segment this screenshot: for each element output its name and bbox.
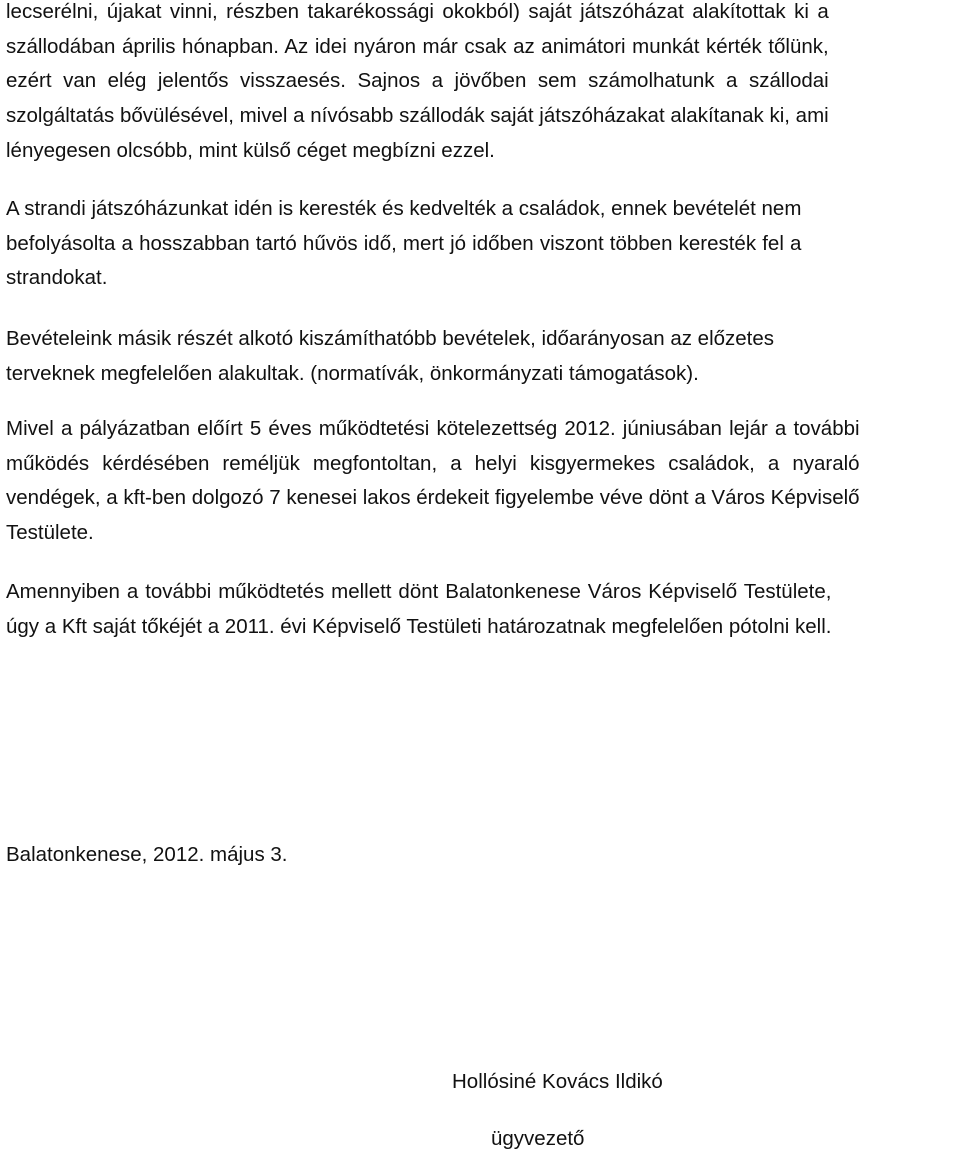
text-line: Testülete. — [6, 521, 94, 545]
text-line: ezért van elég jelentős visszaesés. Sajnos a jövőben sem számolhatunk a szállodai — [6, 69, 829, 93]
paragraph-hotel-playhouse — [6, 0, 829, 168]
text-line: Mivel a pályázatban előírt 5 éves működtetési kötelezettség 2012. júniusában lejár a további — [6, 417, 860, 440]
text-line: szállodában április hónapban. Az idei nyáron már csak az animátori munkát kérték tőlünk, — [6, 34, 829, 58]
text-line: úgy a Kft saját tőkéjét a 2011. évi Képviselő Testületi határozatnak megfelelően pótolni kell. — [6, 614, 832, 638]
paragraph-predictable-revenue — [6, 322, 774, 391]
paragraph-operating-obligation — [6, 412, 860, 551]
paragraph-capital-replenishment — [6, 575, 831, 644]
paragraph-beach-playhouse — [6, 192, 801, 296]
text-line: lecserélni, újakat vinni, részben takarékossági okokból) saját játszóházat alakítottak ki a — [6, 0, 829, 23]
text-line: lényegesen olcsóbb, mint külső céget megbízni ezzel. — [6, 138, 495, 162]
signatory-title: ügyvezető — [491, 1127, 585, 1150]
text-line: működés kérdésében reméljük megfontoltan, a helyi kisgyermekes családok, a nyaraló — [6, 451, 860, 475]
place-and-date: Balatonkenese, 2012. május 3. — [6, 843, 288, 866]
text-line: vendégek, a kft-ben dolgozó 7 kenesei lakos érdekeit figyelembe véve dönt a Város Képviselő — [6, 486, 860, 510]
text-line: Bevételeink másik részét alkotó kiszámíthatóbb bevételek, időarányosan az előzetes — [6, 327, 775, 350]
text-line: Amennyiben a további működtetés mellett dönt Balatonkenese Város Képviselő Testülete, — [6, 580, 832, 603]
text-line: A strandi játszóházunkat idén is keresték és kedvelték a családok, ennek bevételét nem — [6, 197, 802, 220]
signatory-name: Hollósiné Kovács Ildikó — [452, 1070, 663, 1093]
text-line: szolgáltatás bővülésével, mivel a nívósabb szállodák saját játszóházakat alakítanak ki, ami — [6, 104, 829, 128]
text-line: befolyásolta a hosszabban tartó hűvös idő, mert jó időben viszont többen keresték fel a — [6, 231, 802, 255]
text-line: terveknek megfelelően alakultak. (normatívák, önkormányzati támogatások). — [6, 361, 699, 385]
text-line: strandokat. — [6, 266, 108, 290]
